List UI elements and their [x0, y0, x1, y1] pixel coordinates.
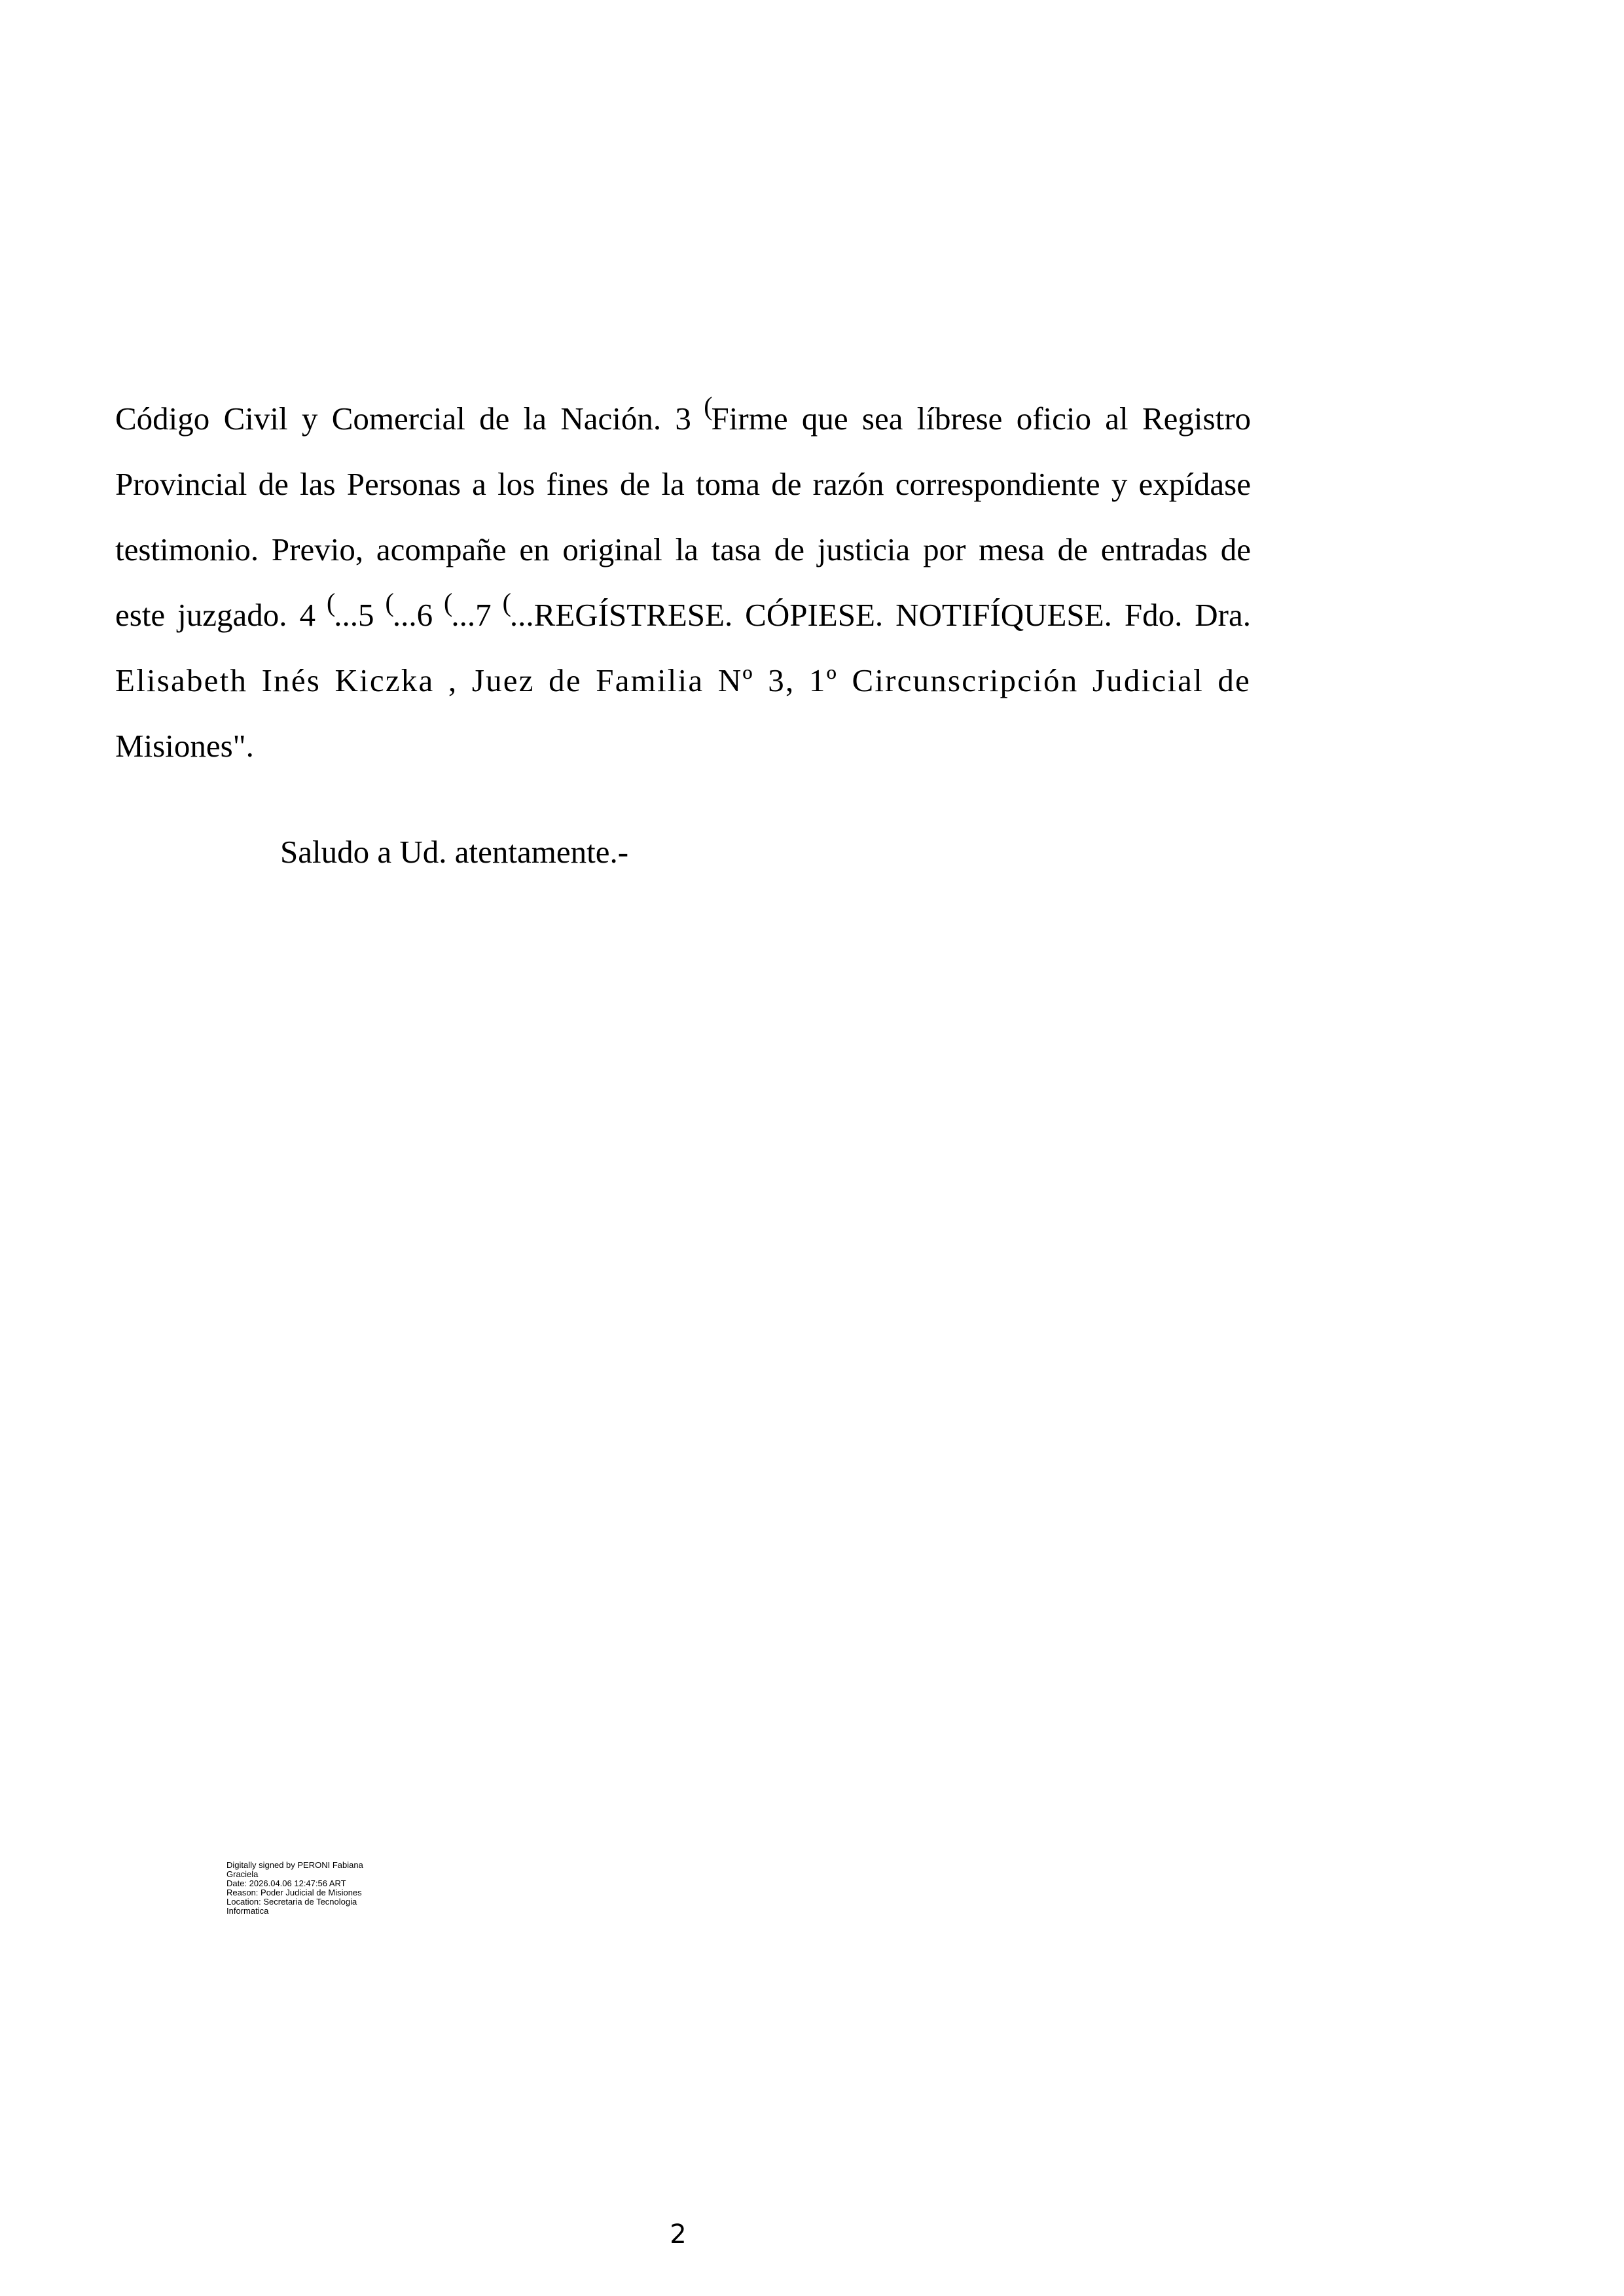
paragraph-line-6: Misiones". — [115, 728, 254, 764]
superscript-mark: ( — [326, 588, 336, 617]
signature-line-1: Digitally signed by PERONI Fabiana — [226, 1860, 363, 1870]
superscript-mark: ( — [385, 588, 394, 617]
signature-line-5: Location: Secretaria de Tecnologia — [226, 1897, 357, 1907]
superscript-mark: ( — [704, 391, 713, 421]
signature-line-6: Informatica — [226, 1906, 269, 1916]
signature-line-2: Graciela — [226, 1869, 259, 1879]
page-number: 2 — [670, 2219, 687, 2250]
line-4-text-a: este juzgado. 4 — [115, 597, 328, 633]
paragraph-line-2: Provincial de las Personas a los fines de la toma de razón correspondiente y expídase — [115, 466, 1251, 502]
paragraph-line-1 — [115, 386, 1251, 452]
superscript-mark: ( — [502, 588, 511, 617]
line-1-text-a: Código Civil y Comercial de la Nación. 3 — [115, 401, 691, 437]
line-1-text-b: Firme que sea líbrese oficio al Registro — [711, 401, 1252, 437]
paragraph-line-4 — [115, 583, 1251, 648]
signature-line-4: Reason: Poder Judicial de Misiones — [226, 1888, 362, 1897]
line-4-text-d: ...7 — [451, 597, 504, 633]
signature-line-3: Date: 2026.04.06 12:47:56 ART — [226, 1878, 346, 1888]
line-4-text-e: ...REGÍSTRESE. CÓPIESE. NOTIFÍQUESE. Fdo. Dra. — [509, 597, 1251, 633]
closing-salutation: Saludo a Ud. atentamente.- — [280, 834, 629, 870]
superscript-mark: ( — [444, 588, 453, 617]
line-4-text-b: ...5 — [334, 597, 387, 633]
paragraph-line-3: testimonio. Previo, acompañe en original la tasa de justicia por mesa de entradas de — [115, 531, 1251, 567]
digital-signature-stamp — [226, 1861, 363, 1916]
body-paragraph — [115, 386, 1251, 779]
paragraph-line-5: Elisabeth Inés Kiczka , Juez de Familia Nº 3, 1º Circunscripción Judicial de — [115, 662, 1251, 698]
line-4-text-c: ...6 — [392, 597, 446, 633]
